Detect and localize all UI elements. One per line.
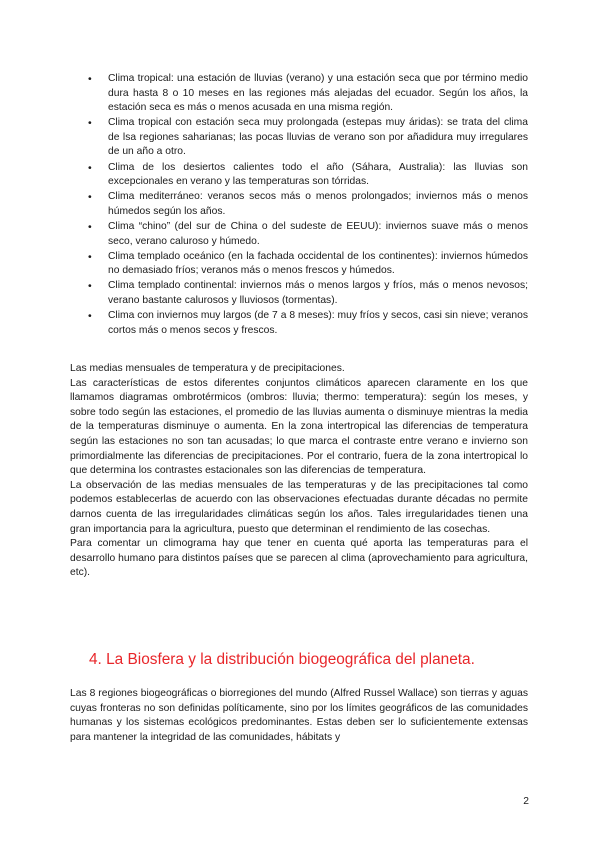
list-item: • Clima mediterráneo: veranos secos más o menos prolongados; inviernos más o menos húmedos según los años. xyxy=(88,190,528,219)
section-heading: 4. La Biosfera y la distribución biogeográfica del planeta. xyxy=(89,651,475,668)
paragraph: La observación de las medias mensuales de las temperaturas y de las precipitaciones tal como podemos establecerlas de acuerdo con las observaciones efectuadas durante décadas no permite darnos cuenta de las irregularidades climáticas según los años. Tales irregularidades tienen una gran importancia para la agricultura, puesto que determinan el rendimiento de las cosechas. xyxy=(70,479,528,535)
paragraph: Para comentar un climograma hay que tener en cuenta qué aporta las temperaturas para el desarrollo humano para distintos países que se parecen al clima (aprovechamiento para agricultura, etc). xyxy=(70,538,528,579)
page-number: 2 xyxy=(523,796,529,807)
section-body xyxy=(70,687,528,745)
list-item: • Clima con inviernos muy largos (de 7 a 8 meses): muy fríos y secos, casi sin nieve; veranos cortos más o menos secos y frescos. xyxy=(88,309,528,338)
paragraph: Las características de estos diferentes conjuntos climáticos aparecen claramente en los que llamamos diagramas ombrotérmicos (ombros: lluvia; thermo: temperatura): según los meses, y sobre todo según las estaciones, el promedio de las lluvias aumenta o disminuye mientras la media de la temperaturas disminuye o aumenta. En la zona intertropical las diferencias de temperatura según las estaciones no son tan acusadas; lo que marca el contraste entre verano e invierno son primordialmente las diferencias de precipitaciones. Por el contrario, fuera de la zona intertropical lo que determina los contrastes estacionales son las diferencias de temperatura. xyxy=(70,377,528,477)
list-item: • Clima “chino” (del sur de China o del sudeste de EEUU): inviernos suave más o menos seco, verano caluroso y húmedo. xyxy=(88,220,528,249)
paragraph: Las 8 regiones biogeográficas o biorregiones del mundo (Alfred Russel Wallace) son tierras y aguas cuyas fronteras no son definidas políticamente, sino por los límites geográficos de las comunidades humanas y los sistemas ecológicos predominantes. Estas deben ser lo suficientemente extensas para mantener la integridad de las comunidades, hábitats y xyxy=(70,688,528,743)
list-item: • Clima tropical con estación seca muy prolongada (estepas muy áridas): se trata del clima de lsa regiones saharianas; las pocas lluvias de verano son por añadidura muy irregulares de un año a otro. xyxy=(88,116,528,160)
paragraph-subtitle: Las medias mensuales de temperatura y de precipitaciones. xyxy=(70,363,345,374)
climate-types-list xyxy=(88,72,528,339)
body-text xyxy=(70,362,528,581)
list-item: • Clima templado oceánico (en la fachada occidental de los continentes): inviernos húmedos no demasiado fríos; veranos más o menos frescos y húmedos. xyxy=(88,250,528,279)
list-item: • Clima de los desiertos calientes todo el año (Sáhara, Australia): las lluvias son excepcionales en verano y las temperaturas son tórridas. xyxy=(88,161,528,190)
list-item: • Clima tropical: una estación de lluvias (verano) y una estación seca que por término medio dura hasta 8 o 10 meses en las regiones más alejadas del ecuador. Según los años, la estación seca es más o menos acusada en una misma región. xyxy=(88,72,528,116)
list-item: • Clima templado continental: inviernos más o menos largos y fríos, más o menos nevosos; verano bastante calurosos y lluviosos (tormentas). xyxy=(88,279,528,308)
